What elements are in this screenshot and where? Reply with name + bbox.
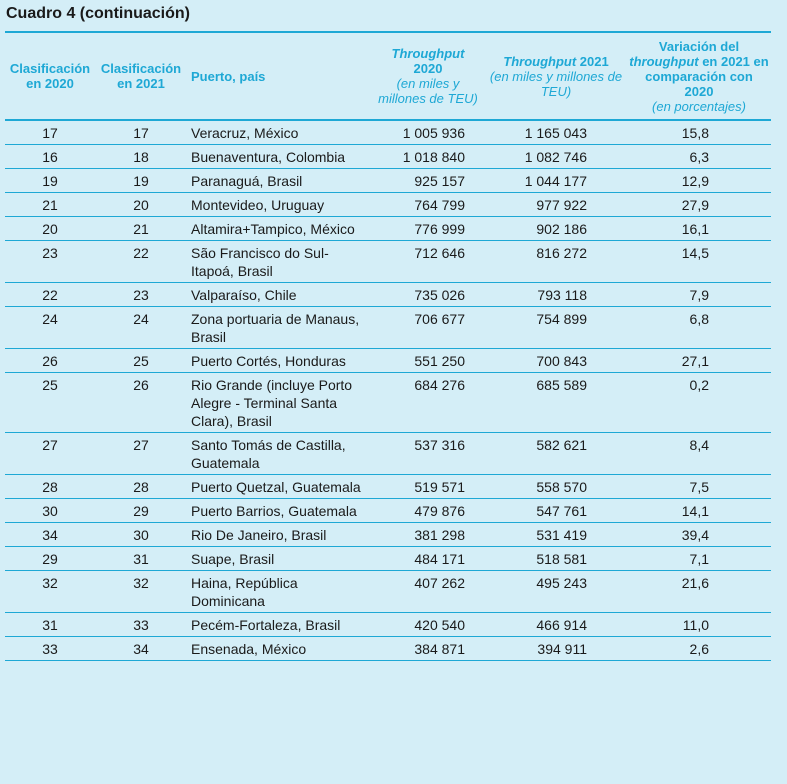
header-throughput-2021 <box>485 32 627 120</box>
cell-throughput-2020: 684 276 <box>371 373 485 433</box>
cell-rank-2020: 23 <box>5 241 95 283</box>
header-throughput-2020 <box>371 32 485 120</box>
cell-rank-2021: 22 <box>95 241 187 283</box>
cell-throughput-2021: 582 621 <box>485 433 627 475</box>
cell-rank-2020: 27 <box>5 433 95 475</box>
cell-port: Puerto Quetzal, Guatemala <box>187 475 371 499</box>
cell-throughput-2020: 776 999 <box>371 217 485 241</box>
cell-port: Puerto Cortés, Honduras <box>187 349 371 373</box>
cell-variation: 6,8 <box>627 307 771 349</box>
cell-variation: 7,9 <box>627 283 771 307</box>
cell-throughput-2021: 394 911 <box>485 637 627 661</box>
header-port: Puerto, país <box>187 32 371 120</box>
cell-rank-2021: 31 <box>95 547 187 571</box>
cell-throughput-2021: 1 044 177 <box>485 169 627 193</box>
cell-variation: 14,1 <box>627 499 771 523</box>
cell-port: Montevideo, Uruguay <box>187 193 371 217</box>
cell-rank-2021: 27 <box>95 433 187 475</box>
cell-port: Veracruz, México <box>187 120 371 145</box>
cell-rank-2020: 32 <box>5 571 95 613</box>
cell-throughput-2021: 1 082 746 <box>485 145 627 169</box>
cell-throughput-2020: 735 026 <box>371 283 485 307</box>
table-row <box>5 283 771 307</box>
table-row <box>5 571 771 613</box>
table-row <box>5 193 771 217</box>
cell-throughput-2021: 816 272 <box>485 241 627 283</box>
cell-variation: 39,4 <box>627 523 771 547</box>
cell-variation: 2,6 <box>627 637 771 661</box>
cell-variation: 14,5 <box>627 241 771 283</box>
cell-variation: 27,9 <box>627 193 771 217</box>
cell-throughput-2020: 925 157 <box>371 169 485 193</box>
table-header <box>5 32 771 120</box>
header-variation <box>627 32 771 120</box>
cell-rank-2020: 17 <box>5 120 95 145</box>
cell-port: Santo Tomás de Castilla, Guatemala <box>187 433 371 475</box>
cell-rank-2020: 24 <box>5 307 95 349</box>
table-row <box>5 217 771 241</box>
cell-rank-2020: 21 <box>5 193 95 217</box>
cell-throughput-2021: 685 589 <box>485 373 627 433</box>
cell-port: Rio De Janeiro, Brasil <box>187 523 371 547</box>
cell-throughput-2020: 1 005 936 <box>371 120 485 145</box>
cell-throughput-2020: 706 677 <box>371 307 485 349</box>
header-variation-unit: (en porcentajes) <box>652 98 746 114</box>
cell-rank-2021: 32 <box>95 571 187 613</box>
cell-rank-2021: 30 <box>95 523 187 547</box>
cell-throughput-2021: 902 186 <box>485 217 627 241</box>
cell-port: Suape, Brasil <box>187 547 371 571</box>
cell-rank-2020: 20 <box>5 217 95 241</box>
table-row <box>5 241 771 283</box>
cell-rank-2020: 19 <box>5 169 95 193</box>
cell-rank-2020: 34 <box>5 523 95 547</box>
cell-port: Rio Grande (incluye Porto Alegre - Terminal Santa Clara), Brasil <box>187 373 371 433</box>
cell-throughput-2020: 1 018 840 <box>371 145 485 169</box>
cell-rank-2021: 19 <box>95 169 187 193</box>
cell-throughput-2020: 537 316 <box>371 433 485 475</box>
table-row <box>5 145 771 169</box>
cell-rank-2021: 21 <box>95 217 187 241</box>
cell-variation: 8,4 <box>627 433 771 475</box>
cell-throughput-2021: 977 922 <box>485 193 627 217</box>
cell-port: Valparaíso, Chile <box>187 283 371 307</box>
cell-rank-2021: 29 <box>95 499 187 523</box>
cell-throughput-2021: 531 419 <box>485 523 627 547</box>
header-throughput-2020-year: 2020 <box>413 61 443 76</box>
table-row <box>5 120 771 145</box>
table-row <box>5 307 771 349</box>
cell-rank-2020: 31 <box>5 613 95 637</box>
header-rank-2020: Clasificación en 2020 <box>5 32 95 120</box>
cell-rank-2021: 17 <box>95 120 187 145</box>
cell-throughput-2020: 484 171 <box>371 547 485 571</box>
table-row <box>5 373 771 433</box>
cell-rank-2020: 25 <box>5 373 95 433</box>
cell-throughput-2021: 466 914 <box>485 613 627 637</box>
cell-throughput-2020: 551 250 <box>371 349 485 373</box>
cell-variation: 6,3 <box>627 145 771 169</box>
cell-throughput-2021: 700 843 <box>485 349 627 373</box>
header-throughput-2021-year: 2021 <box>576 53 609 69</box>
cell-throughput-2021: 754 899 <box>485 307 627 349</box>
cell-port: Altamira+Tampico, México <box>187 217 371 241</box>
cell-variation: 0,2 <box>627 373 771 433</box>
header-throughput-2021-main: Throughput <box>503 53 577 69</box>
header-throughput-2020-unit: (en miles y millones de TEU) <box>378 76 478 106</box>
cell-variation: 21,6 <box>627 571 771 613</box>
cell-port: Paranaguá, Brasil <box>187 169 371 193</box>
table-row <box>5 475 771 499</box>
cell-throughput-2021: 558 570 <box>485 475 627 499</box>
header-throughput-2020-main: Throughput <box>391 46 465 61</box>
table-row <box>5 169 771 193</box>
cell-throughput-2020: 381 298 <box>371 523 485 547</box>
table-row <box>5 637 771 661</box>
cell-port: São Francisco do Sul-Itapoá, Brasil <box>187 241 371 283</box>
cell-variation: 15,8 <box>627 120 771 145</box>
table-row <box>5 499 771 523</box>
cell-throughput-2021: 518 581 <box>485 547 627 571</box>
table-body <box>5 120 771 661</box>
cell-rank-2021: 26 <box>95 373 187 433</box>
header-variation-c: en 2021 en comparación con 2020 <box>645 53 769 99</box>
cell-throughput-2021: 495 243 <box>485 571 627 613</box>
cell-port: Haina, República Dominicana <box>187 571 371 613</box>
table-row <box>5 613 771 637</box>
cell-variation: 7,5 <box>627 475 771 499</box>
cell-rank-2021: 34 <box>95 637 187 661</box>
cell-port: Ensenada, México <box>187 637 371 661</box>
table-row <box>5 433 771 475</box>
header-variation-a: Variación del <box>658 38 740 54</box>
cell-rank-2020: 22 <box>5 283 95 307</box>
cell-rank-2020: 33 <box>5 637 95 661</box>
cell-port: Zona portuaria de Manaus, Brasil <box>187 307 371 349</box>
table-row <box>5 349 771 373</box>
cell-throughput-2021: 793 118 <box>485 283 627 307</box>
cell-variation: 16,1 <box>627 217 771 241</box>
cell-rank-2021: 33 <box>95 613 187 637</box>
cell-rank-2021: 20 <box>95 193 187 217</box>
cell-port: Pecém-Fortaleza, Brasil <box>187 613 371 637</box>
cell-rank-2021: 24 <box>95 307 187 349</box>
header-variation-b: throughput <box>629 53 699 69</box>
cell-rank-2020: 16 <box>5 145 95 169</box>
cell-throughput-2020: 384 871 <box>371 637 485 661</box>
cell-port: Puerto Barrios, Guatemala <box>187 499 371 523</box>
table-row <box>5 523 771 547</box>
cell-throughput-2020: 479 876 <box>371 499 485 523</box>
header-throughput-2021-unit: (en miles y millones de TEU) <box>489 68 623 99</box>
cell-rank-2020: 29 <box>5 547 95 571</box>
cell-variation: 11,0 <box>627 613 771 637</box>
cell-rank-2020: 30 <box>5 499 95 523</box>
cell-variation: 7,1 <box>627 547 771 571</box>
cell-rank-2021: 28 <box>95 475 187 499</box>
cell-throughput-2020: 519 571 <box>371 475 485 499</box>
cell-variation: 27,1 <box>627 349 771 373</box>
cell-rank-2020: 26 <box>5 349 95 373</box>
table-row <box>5 547 771 571</box>
cell-rank-2020: 28 <box>5 475 95 499</box>
cell-rank-2021: 18 <box>95 145 187 169</box>
table-title: Cuadro 4 (continuación) <box>6 5 190 22</box>
cell-throughput-2021: 1 165 043 <box>485 120 627 145</box>
cell-rank-2021: 25 <box>95 349 187 373</box>
ports-table <box>5 31 771 661</box>
cell-throughput-2020: 407 262 <box>371 571 485 613</box>
cell-port: Buenaventura, Colombia <box>187 145 371 169</box>
cell-rank-2021: 23 <box>95 283 187 307</box>
cell-throughput-2020: 764 799 <box>371 193 485 217</box>
cell-throughput-2020: 420 540 <box>371 613 485 637</box>
cell-variation: 12,9 <box>627 169 771 193</box>
cell-throughput-2021: 547 761 <box>485 499 627 523</box>
cell-throughput-2020: 712 646 <box>371 241 485 283</box>
header-rank-2021: Clasificación en 2021 <box>95 32 187 120</box>
